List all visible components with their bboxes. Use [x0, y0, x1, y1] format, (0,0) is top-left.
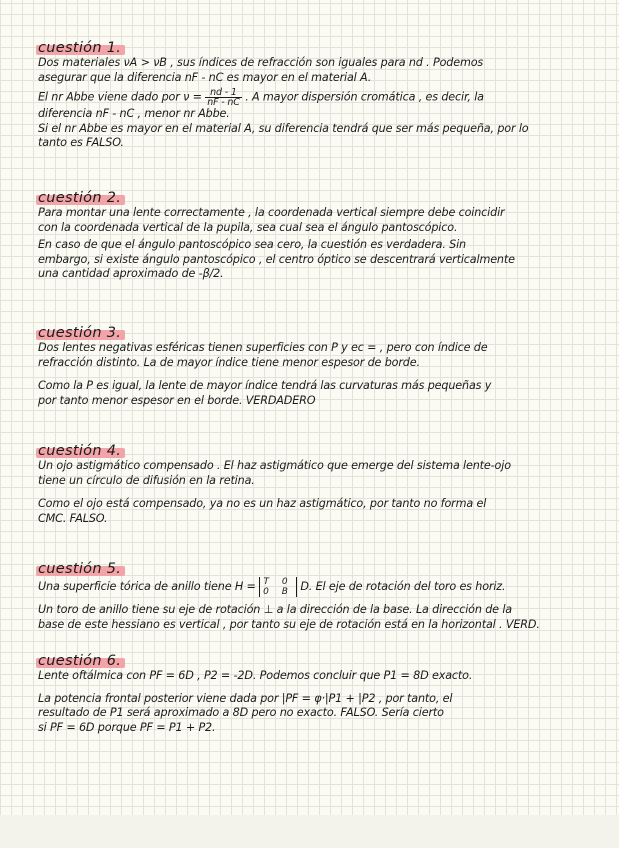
text-line: El nr Abbe viene dado por ν =: [38, 90, 202, 104]
question-answer: [38, 692, 600, 736]
text-line: . A mayor dispersión cromática , es decir, la: [245, 90, 484, 104]
question-answer: [38, 88, 600, 151]
question-heading: cuestión 5.: [38, 561, 122, 577]
question-statement: [38, 459, 600, 488]
question-6: [38, 650, 600, 735]
matrix-row: T 0: [263, 577, 293, 587]
text-line: asegurar que la diferencia nF - nC es mayor en el material A.: [38, 70, 372, 84]
question-answer: [38, 603, 600, 632]
text-line: base de este hessiano es vertical , por tanto su eje de rotación está en la horizontal . VERD.: [38, 617, 540, 631]
formula-numerator: nd - 1: [205, 88, 242, 98]
text-line: si PF = 6D porque PF = P1 + P2.: [38, 720, 216, 734]
text-line: D. El eje de rotación del toro es horiz.: [300, 580, 506, 593]
question-heading: cuestión 1.: [38, 40, 122, 56]
question-1: [38, 37, 600, 151]
text-line: tiene un círculo de difusión en la retina.: [38, 473, 255, 487]
question-heading: cuestión 4.: [38, 443, 122, 459]
question-2: [38, 187, 600, 282]
question-5: [38, 558, 600, 632]
question-heading: cuestión 2.: [38, 190, 122, 206]
text-line: En caso de que el ángulo pantoscópico sea cero, la cuestión es verdadera. Sin: [38, 238, 466, 252]
text-line: Una superficie tórica de anillo tiene H =: [38, 580, 256, 593]
question-heading: cuestión 3.: [38, 325, 122, 341]
text-line: Como el ojo está compensado, ya no es un haz astigmático, por tanto no forma el: [38, 497, 487, 511]
text-line: diferencia nF - nC , menor nr Abbe.: [38, 107, 230, 121]
hessian-matrix: [259, 577, 297, 597]
text-line: resultado de P1 será aproximado a 8D pero no exacto. FALSO. Sería cierto: [38, 706, 444, 720]
text-line: Dos materiales νA > νB , sus índices de refracción son iguales para nd . Podemos: [38, 56, 484, 69]
text-line: Si el nr Abbe es mayor en el material A, su diferencia tendrá que ser más pequeña, por lo: [38, 121, 529, 135]
page-bottom-margin: [0, 815, 619, 848]
text-line: refracción distinto. La de mayor índice tiene menor espesor de borde.: [38, 355, 420, 369]
text-line: La potencia frontal posterior viene dada por |PF = φ·|P1 + |P2 , por tanto, el: [38, 691, 453, 705]
text-line: tanto es FALSO.: [38, 136, 124, 150]
question-answer: [38, 379, 600, 408]
question-statement: [38, 56, 600, 85]
text-line: Como la P es igual, la lente de mayor índice tendrá las curvaturas más pequeñas y: [38, 379, 492, 393]
question-4: [38, 440, 600, 526]
question-heading: cuestión 6.: [38, 653, 122, 669]
abbe-formula: [205, 88, 242, 107]
text-line: una cantidad aproximado de -β/2.: [38, 267, 224, 281]
question-statement: [38, 669, 600, 684]
question-statement: [38, 206, 600, 235]
text-line: Un toro de anillo tiene su eje de rotación ⊥ a la dirección de la base. La dirección de la: [38, 603, 512, 616]
text-line: Para montar una lente correctamente , la coordenada vertical siempre debe coincidir: [38, 206, 505, 219]
question-statement: [38, 341, 600, 370]
question-answer: [38, 497, 600, 526]
text-line: con la coordenada vertical de la pupila, sea cual sea el ángulo pantoscópico.: [38, 220, 458, 234]
formula-denominator: nF - nC: [207, 97, 240, 109]
text-line: por tanto menor espesor en el borde. VERDADERO: [38, 393, 316, 407]
text-line: CMC. FALSO.: [38, 511, 108, 525]
text-line: Un ojo astigmático compensado . El haz astigmático que emerge del sistema lente-ojo: [38, 459, 511, 472]
question-answer: [38, 238, 600, 282]
text-line: embargo, si existe ángulo pantoscópico , el centro óptico se descentrará verticalmente: [38, 252, 515, 266]
matrix-row: 0 B: [263, 587, 293, 597]
question-statement: [38, 577, 600, 597]
text-line: Dos lentes negativas esféricas tienen superficies con P y ec = , pero con índice de: [38, 341, 488, 354]
question-3: [38, 322, 600, 408]
text-line: Lente oftálmica con PF = 6D , P2 = -2D. Podemos concluir que P1 = 8D exacto.: [38, 669, 473, 682]
